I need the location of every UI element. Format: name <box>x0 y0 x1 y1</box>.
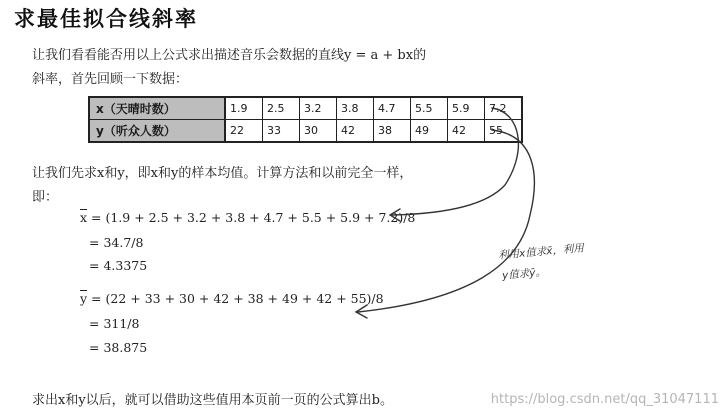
page-heading: 求最佳拟合线斜率 <box>14 7 198 31</box>
ybar-equation-2: = 311/8 <box>89 316 140 331</box>
intro-line-1: 让我们看看能否用以上公式求出描述音乐会数据的直线y = a + bx的 <box>32 48 427 63</box>
x-cell: 1.9 <box>225 97 263 120</box>
x-cell: 2.5 <box>263 97 300 120</box>
watermark: https://blog.csdn.net/qq_31047111 <box>490 392 719 407</box>
xbar-symbol: $\overline{x}$ <box>80 210 88 225</box>
y-cell: 42 <box>448 120 485 143</box>
mean-text-line-1: 让我们先求x和y，即x和y的样本均值。计算方法和以前完全一样， <box>32 166 413 181</box>
ybar-equation-3: = 38.875 <box>89 340 148 355</box>
y-cell: 33 <box>263 120 300 143</box>
xbar-equation-2: = 34.7/8 <box>89 235 144 250</box>
y-cell: 55 <box>485 120 523 143</box>
y-cell: 22 <box>225 120 263 143</box>
y-cell: 38 <box>374 120 411 143</box>
xbar-equation-3: = 4.3375 <box>89 258 148 273</box>
x-cell: 3.2 <box>300 97 337 120</box>
arrow-y-to-ybar <box>358 130 534 312</box>
x-cell: 5.9 <box>448 97 485 120</box>
arrow-x-to-xbar <box>392 108 518 215</box>
y-cell: 30 <box>300 120 337 143</box>
handwritten-note-line-1: 利用x值求x̄，利用 <box>497 242 585 262</box>
mean-text-line-2: 即： <box>32 190 59 205</box>
closing-text: 求出x和y以后，就可以借助这些值用本页前一页的公式算出b。 <box>32 393 393 408</box>
x-cell: 4.7 <box>374 97 411 120</box>
xbar-expression: = (1.9 + 2.5 + 3.2 + 3.8 + 4.7 + 5.5 + 5.9 + 7.2)/8 <box>91 210 416 225</box>
x-cell: 5.5 <box>411 97 448 120</box>
intro-line-2: 斜率，首先回顾一下数据： <box>32 72 189 87</box>
y-cell: 42 <box>337 120 374 143</box>
y-row-label: y（听众人数） <box>89 120 225 143</box>
x-cell: 7.2 <box>485 97 523 120</box>
x-cell: 3.8 <box>337 97 374 120</box>
y-cell: 49 <box>411 120 448 143</box>
ybar-symbol: $\overline{y}$ <box>80 291 88 306</box>
handwritten-note-line-2: y值求ȳ。 <box>501 266 547 282</box>
ybar-expression: = (22 + 33 + 30 + 42 + 38 + 49 + 42 + 55)/8 <box>91 291 384 306</box>
x-row-label: x（天晴时数） <box>89 97 225 120</box>
